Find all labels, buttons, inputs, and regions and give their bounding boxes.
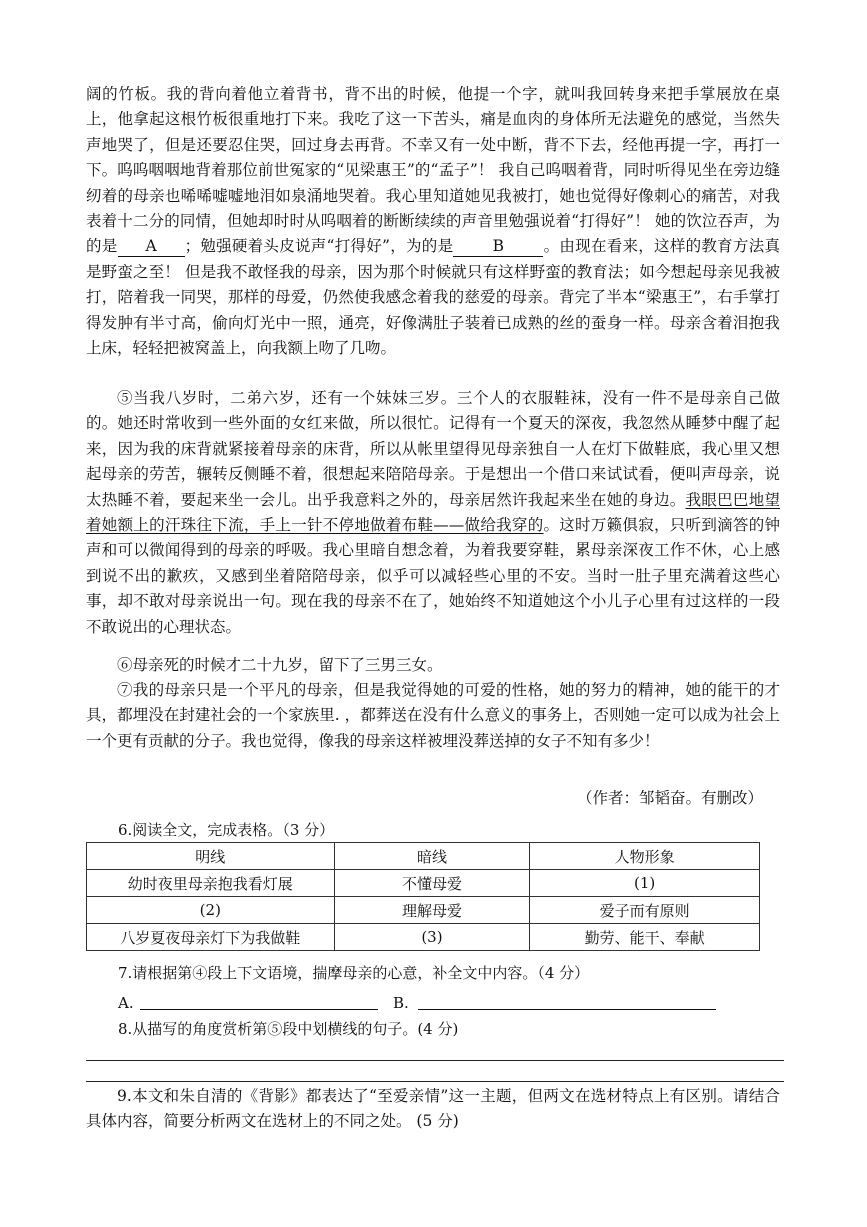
passage-paragraph-4-continued	[86, 82, 780, 361]
table-answer-cell[interactable]: (2)	[87, 897, 335, 924]
question-7-label-a: A.	[118, 994, 134, 1012]
passage-paragraph-5	[86, 386, 780, 640]
passage-paragraph-6: ⑥母亲死的时候才二十九岁，留下了三男三女。	[117, 656, 443, 674]
table-answer-cell[interactable]: (1)	[530, 870, 760, 897]
table-cell: 理解母爱	[334, 897, 530, 924]
passage-text: ⑤当我八岁时，二弟六岁，还有一个妹妹三岁。三个人的衣服鞋袜，没有一件不是母亲自己做的。她还时常收到一些外面的女红来做，所以很忙。记得有一个夏天的深夜，我忽然从睡梦中醒了起来，因为我的床背就紧接着母亲的床背，所以从帐里望得见母亲独自一人在灯下做鞋底，我心里又想起母亲的劳苦，辗转反侧睡不着，很想起来陪陪母亲。于是想出一个借口来试试看，便叫声母亲，说太热睡不着，要起来坐一会儿。出乎我意料之外的，母亲居然许我起来坐在她的身边。	[86, 389, 780, 509]
table-answer-cell[interactable]: (3)	[334, 924, 530, 951]
table-row	[87, 897, 760, 924]
underlined-sentence: 我眼巴巴地望着她额上的汗珠往下流，手上一针不停地做着布鞋——做给我穿的	[86, 490, 780, 535]
blank-a-label: A	[145, 237, 157, 256]
answer-line-b[interactable]	[418, 1009, 716, 1010]
passage-text: ；勉强硬着头皮说声“打得好”，为的是	[184, 237, 454, 256]
answer-blank-b[interactable]	[453, 236, 543, 257]
table-header-cell: 明线	[87, 843, 335, 870]
table-cell: 八岁夏夜母亲灯下为我做鞋	[87, 924, 335, 951]
table-row	[87, 924, 760, 951]
table-cell: 爱子而有原则	[530, 897, 760, 924]
table-row	[87, 870, 760, 897]
passage-text: 。由现在看来，这样的教育方法真是野蛮之至！ 但是我不敢怪我的母亲，因为那个时候就只有这样野蛮的教育法；如今想起母亲见我被打，陪着我一同哭，那样的母爱，仍然使我感念着我的慈爱的母亲。背完了半本“梁惠王”，右手掌打得发肿有半寸高，偷向灯光中一照，通亮，好像满肚子装着已成熟的丝的蚕身一样。母亲含着泪抱我上床，轻轻把被窝盖上，向我额上吻了几吻。	[86, 237, 780, 358]
question-9-prompt: 9.本文和朱自清的《背影》都表达了“至爱亲情”这一主题，但两文在选材特点上有区别。请结合具体内容，简要分析两文在选材上的不同之处。 (5 分)	[86, 1087, 780, 1131]
question-8-prompt: 8.从描写的角度赏析第⑤段中划横线的句子。(4 分)	[118, 1020, 459, 1038]
answer-line-q8-2[interactable]	[86, 1081, 784, 1082]
answer-line-a[interactable]	[140, 1009, 378, 1010]
table-cell: 幼时夜里母亲抱我看灯展	[87, 870, 335, 897]
passage-text: 阔的竹板。我的背向着他立着背书，背不出的时候，他提一个字，就叫我回转身来把手掌展放在桌上，他拿起这根竹板很重地打下来。我吃了这一下苦头，痛是血肉的身体所无法避免的感觉，当然失声地哭了，但是还要忍住哭，回过身去再背。不幸又有一处中断，背不下去，经他再提一字，再打一下。呜呜咽咽地背着那位前世冤家的“见梁惠王”的“孟子”！ 我自己呜咽着背，同时听得见坐在旁边缝纫着的母亲也唏唏嘘嘘地泪如泉涌地哭着。我心里知道她见我被打，她也觉得好像刺心的痛苦，对我表着十二分的同情，但她却时时从呜咽着的断断续续的声音里勉强说着“打得好”！ 她的饮泣吞声，为的是	[86, 85, 780, 256]
passage-text: 。这时万籁俱寂，只听到滴答的钟声和可以微闻得到的母亲的呼吸。我心里暗自想念着，为着我要穿鞋，累母亲深夜工作不休，心上感到说不出的歉疚，又感到坐着陪陪母亲，似乎可以减轻些心里的不安。当时一肚子里充满着这些心事，却不敢对母亲说出一句。现在我的母亲不在了，她始终不知道她这个小儿子心里有过这样的一段不敢说出的心理状态。	[86, 516, 780, 636]
table-header-cell: 暗线	[334, 843, 530, 870]
table-cell: 勤劳、能干、奉献	[530, 924, 760, 951]
blank-b-label: B	[492, 237, 505, 256]
table-header-cell: 人物形象	[530, 843, 760, 870]
question-7-label-b: B.	[393, 994, 409, 1012]
answer-blank-a[interactable]	[118, 236, 185, 257]
answer-line-q8[interactable]	[86, 1060, 784, 1061]
author-credit: （作者：邹韬奋。有删改）	[576, 789, 763, 807]
passage-paragraph-7: ⑦我的母亲只是一个平凡的母亲，但是我觉得她的可爱的性格，她的努力的精神，她的能干的才具，都埋没在封建社会的一个家族里. ，都葬送在没有什么意义的事务上，否则她一定可以成为社会上一个更有贡献的分子。我也觉得，像我的母亲这样被埋没葬送掉的女子不知有多少！	[86, 681, 780, 750]
question-7-prompt: 7.请根据第④段上下文语境，揣摩母亲的心意，补全文中内容。（4 分）	[118, 964, 590, 982]
question-6-table	[86, 842, 760, 951]
table-header-row	[87, 843, 760, 870]
question-6-prompt: 6.阅读全文，完成表格。（3 分）	[118, 821, 335, 839]
table-cell: 不懂母爱	[334, 870, 530, 897]
